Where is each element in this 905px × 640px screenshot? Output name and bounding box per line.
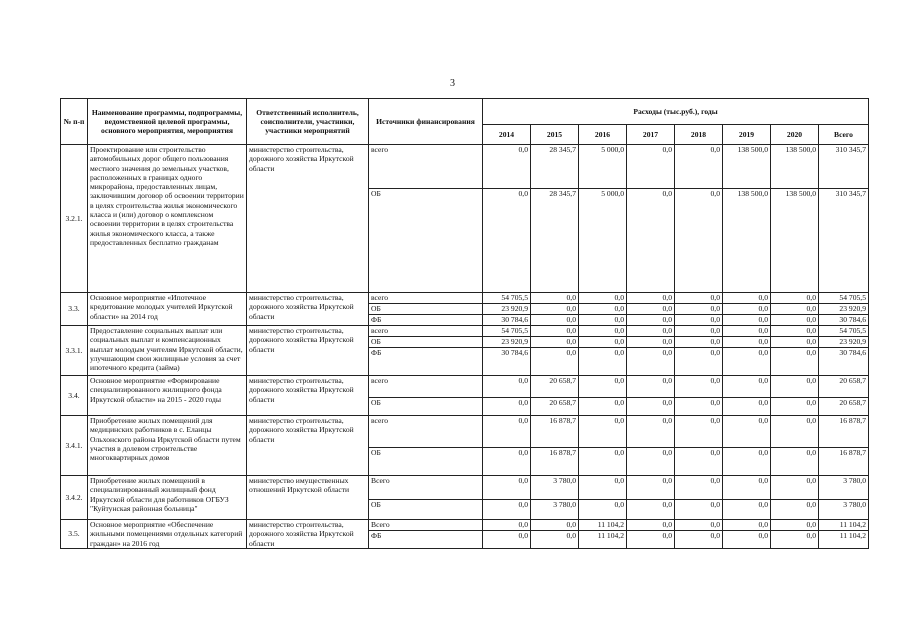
value-cell-2015: 28 345,7 [531,189,579,293]
value-cell-2018: 0,0 [675,416,723,448]
source-label: Всего [369,476,483,500]
value-cell-Всего: 30 784,6 [819,315,869,326]
header-source: Источники финансирования [369,99,483,145]
value-cell-2018: 0,0 [675,293,723,304]
source-label: всего [369,145,483,189]
value-cell-2018: 0,0 [675,500,723,520]
value-cell-2015: 0,0 [531,315,579,326]
row-name: Проектирование или строительство автомобильных дорог общего пользования местного значения до земельных участков, расположенных в границах одного микрорайона, предоставленных лицам, заключившим договор об освоении территории в целях строительства жилья экономического класса и (или) договор о комплексном освоении территории в целях строительства жилья экономического класса, а также предоставленных бесплатно гражданам [88,145,247,293]
page-number: 3 [450,78,455,89]
source-label: ОБ [369,337,483,348]
table-row [61,376,869,398]
row-number: 3.5. [61,520,88,549]
value-cell-Всего: 3 780,0 [819,476,869,500]
value-cell-2016: 5 000,0 [579,189,627,293]
value-cell-Всего: 310 345,7 [819,189,869,293]
row-responsible: министерство строительства, дорожного хозяйства Иркутской области [247,293,369,326]
header-year-Всего: Всего [819,125,869,145]
value-cell-2018: 0,0 [675,520,723,531]
value-cell-Всего: 11 104,2 [819,520,869,531]
value-cell-2019: 0,0 [723,530,771,548]
value-cell-2020: 0,0 [771,476,819,500]
header-expenses: Расходы (тыс.руб.), годы [483,99,869,125]
value-cell-2016: 0,0 [579,416,627,448]
table-row [61,476,869,500]
value-cell-2017: 0,0 [627,348,675,376]
row-name: Приобретение жилых помещений для медицинских работников в с. Еланцы Ольхонского района Иркутской области путем участия в долевом строительстве многоквартирных домов [88,416,247,476]
table-row [61,326,869,337]
value-cell-2017: 0,0 [627,476,675,500]
value-cell-2020: 0,0 [771,376,819,398]
value-cell-2015: 3 780,0 [531,500,579,520]
value-cell-2015: 0,0 [531,326,579,337]
value-cell-2020: 0,0 [771,326,819,337]
value-cell-2020: 0,0 [771,304,819,315]
value-cell-Всего: 54 705,5 [819,293,869,304]
table-row [61,416,869,448]
value-cell-2014: 0,0 [483,520,531,531]
header-no: № п-п [61,99,88,145]
value-cell-2015: 0,0 [531,293,579,304]
table-row [61,520,869,531]
row-number: 3.3. [61,293,88,326]
value-cell-Всего: 20 658,7 [819,376,869,398]
value-cell-2018: 0,0 [675,304,723,315]
budget-table [60,98,869,549]
source-label: всего [369,416,483,448]
value-cell-2016: 0,0 [579,398,627,416]
value-cell-2016: 0,0 [579,348,627,376]
source-label: Всего [369,520,483,531]
value-cell-2019: 0,0 [723,416,771,448]
value-cell-Всего: 20 658,7 [819,398,869,416]
value-cell-2020: 0,0 [771,348,819,376]
row-number: 3.2.1. [61,145,88,293]
value-cell-2017: 0,0 [627,326,675,337]
value-cell-2020: 0,0 [771,293,819,304]
value-cell-Всего: 54 705,5 [819,326,869,337]
value-cell-2019: 0,0 [723,348,771,376]
value-cell-2015: 3 780,0 [531,476,579,500]
row-responsible: министерство строительства, дорожного хозяйства Иркутской области [247,326,369,376]
value-cell-2017: 0,0 [627,500,675,520]
value-cell-2018: 0,0 [675,398,723,416]
value-cell-Всего: 30 784,6 [819,348,869,376]
source-label: всего [369,376,483,398]
value-cell-2020: 0,0 [771,315,819,326]
row-name: Основное мероприятие «Ипотечное кредитование молодых учителей Иркутской области» на 2014 год [88,293,247,326]
value-cell-2020: 0,0 [771,337,819,348]
header-name: Наименование программы, подпрограммы, ведомственной целевой программы, основного мероприятия, мероприятия [88,99,247,145]
value-cell-2018: 0,0 [675,337,723,348]
source-label: всего [369,293,483,304]
row-responsible: министерство строительства, дорожного хозяйства Иркутской области [247,416,369,476]
header-year-2020: 2020 [771,125,819,145]
value-cell-2014: 0,0 [483,448,531,476]
row-number: 3.4. [61,376,88,416]
value-cell-2016: 0,0 [579,326,627,337]
value-cell-2014: 30 784,6 [483,315,531,326]
value-cell-2016: 0,0 [579,448,627,476]
value-cell-2020: 0,0 [771,530,819,548]
value-cell-2019: 0,0 [723,304,771,315]
value-cell-2014: 0,0 [483,376,531,398]
value-cell-Всего: 23 920,9 [819,337,869,348]
source-label: ОБ [369,304,483,315]
value-cell-2016: 0,0 [579,304,627,315]
value-cell-2014: 0,0 [483,476,531,500]
value-cell-2014: 23 920,9 [483,337,531,348]
value-cell-Всего: 310 345,7 [819,145,869,189]
value-cell-2014: 54 705,5 [483,326,531,337]
source-label: ФБ [369,348,483,376]
value-cell-2017: 0,0 [627,293,675,304]
value-cell-2020: 0,0 [771,398,819,416]
value-cell-2016: 11 104,2 [579,530,627,548]
value-cell-2018: 0,0 [675,348,723,376]
value-cell-2020: 0,0 [771,500,819,520]
header-year-2016: 2016 [579,125,627,145]
header-year-2015: 2015 [531,125,579,145]
value-cell-Всего: 3 780,0 [819,500,869,520]
table-row [61,293,869,304]
value-cell-2017: 0,0 [627,398,675,416]
value-cell-2016: 0,0 [579,376,627,398]
value-cell-2017: 0,0 [627,530,675,548]
source-label: ФБ [369,530,483,548]
header-year-2014: 2014 [483,125,531,145]
row-name: Основное мероприятие «Формирование специализированного жилищного фонда Иркутской области» на 2015 - 2020 годы [88,376,247,416]
value-cell-2020: 0,0 [771,520,819,531]
value-cell-Всего: 23 920,9 [819,304,869,315]
table-row [61,145,869,189]
header-responsible: Ответственный исполнитель, соисполнители, участники, участники мероприятий [247,99,369,145]
value-cell-2016: 0,0 [579,315,627,326]
source-label: ФБ [369,315,483,326]
value-cell-2019: 0,0 [723,398,771,416]
source-label: ОБ [369,500,483,520]
row-responsible: министерство строительства, дорожного хозяйства Иркутской области [247,520,369,549]
value-cell-2017: 0,0 [627,145,675,189]
value-cell-2014: 0,0 [483,398,531,416]
value-cell-2014: 23 920,9 [483,304,531,315]
row-number: 3.4.1. [61,416,88,476]
row-name: Приобретение жилых помещений в специализированный жилищный фонд Иркутской области для работников ОГБУЗ "Куйтунская районная больница" [88,476,247,520]
value-cell-2018: 0,0 [675,476,723,500]
source-label: ОБ [369,448,483,476]
row-number: 3.3.1. [61,326,88,376]
value-cell-2017: 0,0 [627,304,675,315]
row-responsible: министерство строительства, дорожного хозяйства Иркутской области [247,376,369,416]
value-cell-2014: 30 784,6 [483,348,531,376]
value-cell-2015: 0,0 [531,304,579,315]
source-label: ОБ [369,189,483,293]
value-cell-2018: 0,0 [675,315,723,326]
value-cell-2019: 0,0 [723,448,771,476]
value-cell-Всего: 16 878,7 [819,416,869,448]
value-cell-Всего: 16 878,7 [819,448,869,476]
value-cell-2015: 0,0 [531,348,579,376]
value-cell-2017: 0,0 [627,189,675,293]
value-cell-2018: 0,0 [675,145,723,189]
value-cell-2015: 0,0 [531,520,579,531]
value-cell-2015: 16 878,7 [531,416,579,448]
value-cell-2020: 0,0 [771,416,819,448]
source-label: всего [369,326,483,337]
value-cell-2017: 0,0 [627,315,675,326]
value-cell-2019: 0,0 [723,500,771,520]
value-cell-2014: 0,0 [483,189,531,293]
value-cell-2018: 0,0 [675,326,723,337]
value-cell-2019: 0,0 [723,293,771,304]
value-cell-2019: 0,0 [723,520,771,531]
value-cell-2019: 0,0 [723,476,771,500]
value-cell-2020: 138 500,0 [771,145,819,189]
value-cell-2019: 0,0 [723,376,771,398]
value-cell-2015: 20 658,7 [531,376,579,398]
header-year-2017: 2017 [627,125,675,145]
value-cell-2015: 0,0 [531,530,579,548]
row-responsible: министерство имущественных отношений Иркутской области [247,476,369,520]
value-cell-2018: 0,0 [675,376,723,398]
value-cell-2016: 0,0 [579,337,627,348]
value-cell-2014: 0,0 [483,145,531,189]
value-cell-2016: 0,0 [579,500,627,520]
value-cell-2019: 138 500,0 [723,145,771,189]
header-year-2018: 2018 [675,125,723,145]
value-cell-2019: 0,0 [723,337,771,348]
value-cell-2020: 138 500,0 [771,189,819,293]
source-label: ОБ [369,398,483,416]
value-cell-2019: 138 500,0 [723,189,771,293]
header-year-2019: 2019 [723,125,771,145]
row-name: Основное мероприятие «Обеспечение жильными помещениями отдельных категорий граждан» на 2016 год [88,520,247,549]
value-cell-2019: 0,0 [723,315,771,326]
value-cell-2017: 0,0 [627,376,675,398]
value-cell-2015: 20 658,7 [531,398,579,416]
value-cell-2018: 0,0 [675,189,723,293]
value-cell-2016: 0,0 [579,476,627,500]
value-cell-2015: 28 345,7 [531,145,579,189]
value-cell-2016: 11 104,2 [579,520,627,531]
value-cell-2017: 0,0 [627,337,675,348]
row-name: Предоставление социальных выплат или социальных выплат и компенсационных выплат молодым учителям Иркутской области, улучшающим свои жилищные условия за счет ипотечного кредита (займа) [88,326,247,376]
value-cell-2015: 0,0 [531,337,579,348]
value-cell-2014: 0,0 [483,500,531,520]
value-cell-2017: 0,0 [627,520,675,531]
value-cell-2018: 0,0 [675,448,723,476]
value-cell-2019: 0,0 [723,326,771,337]
value-cell-2016: 0,0 [579,293,627,304]
value-cell-2020: 0,0 [771,448,819,476]
value-cell-2015: 16 878,7 [531,448,579,476]
value-cell-2014: 0,0 [483,416,531,448]
row-responsible: министерство строительства, дорожного хозяйства Иркутской области [247,145,369,293]
value-cell-2017: 0,0 [627,416,675,448]
table-body [61,145,869,549]
value-cell-2017: 0,0 [627,448,675,476]
value-cell-2014: 54 705,5 [483,293,531,304]
value-cell-2018: 0,0 [675,530,723,548]
value-cell-Всего: 11 104,2 [819,530,869,548]
value-cell-2014: 0,0 [483,530,531,548]
value-cell-2016: 5 000,0 [579,145,627,189]
row-number: 3.4.2. [61,476,88,520]
